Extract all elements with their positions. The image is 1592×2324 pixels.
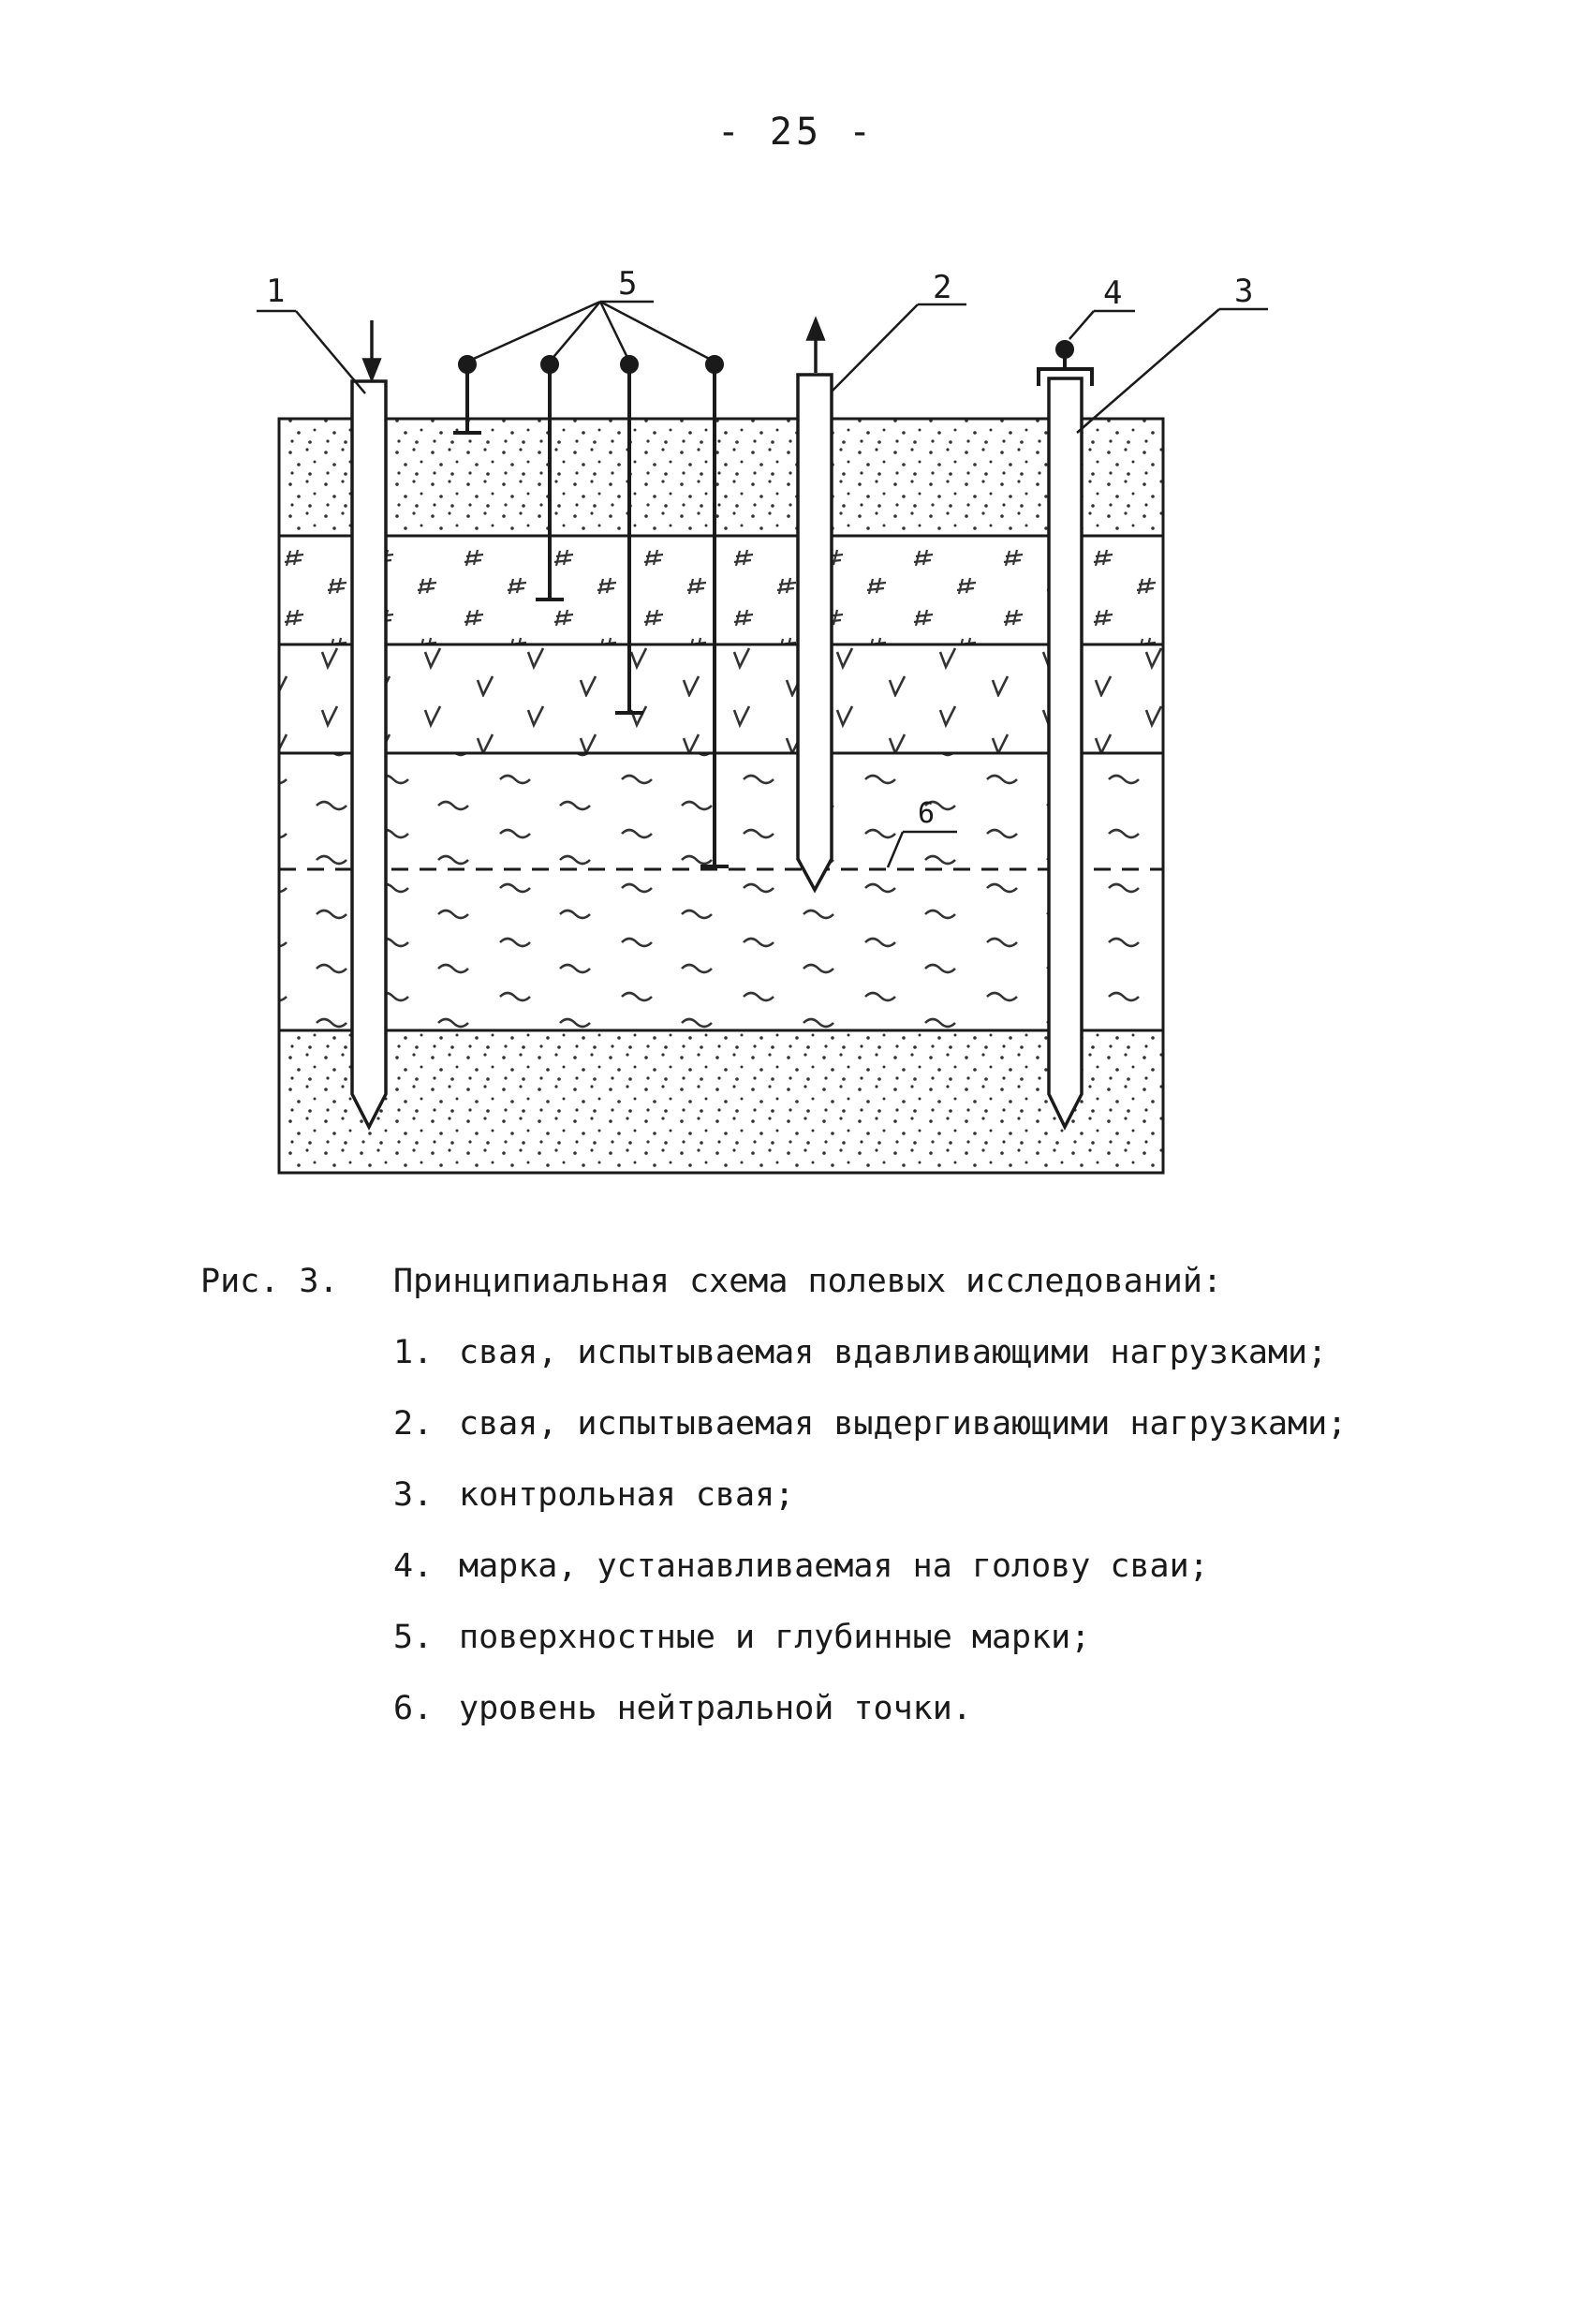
legend-item-text: уровень нейтральной точки.	[459, 1690, 972, 1727]
pile-2-pulled	[798, 375, 832, 890]
pile-3-control	[1049, 378, 1082, 1127]
legend-item	[393, 1602, 1347, 1673]
legend-item-text: свая, испытываемая выдергивающими нагрузками;	[459, 1405, 1348, 1443]
layer-sand-bottom	[279, 1030, 1163, 1173]
layer-grid	[279, 536, 1163, 644]
caption-prefix: Рис. 3.	[200, 1263, 339, 1300]
caption-title: Принципиальная схема полевых исследований:	[393, 1263, 1223, 1300]
legend-item	[393, 1317, 1347, 1388]
callout-5: 5	[618, 265, 638, 303]
soil-layers	[279, 419, 1163, 1173]
legend-item-number: 4.	[393, 1547, 434, 1585]
legend-item-text: поверхностные и глубинные марки;	[459, 1619, 1091, 1656]
legend-item-text: свая, испытываемая вдавливающими нагрузками;	[459, 1334, 1328, 1371]
arrow-down-icon	[364, 360, 379, 378]
callout-6: 6	[918, 797, 936, 830]
layer-sand-top	[279, 419, 1163, 536]
callout-2: 2	[933, 269, 952, 306]
legend-item-number: 1.	[393, 1334, 434, 1371]
layer-v	[279, 644, 1163, 753]
legend-item-number: 5.	[393, 1619, 434, 1656]
legend-item-number: 3.	[393, 1476, 434, 1514]
load-arrows	[364, 320, 823, 378]
legend-item-number: 2.	[393, 1405, 434, 1443]
legend-list	[393, 1317, 1347, 1744]
page-number: - 25 -	[716, 111, 876, 154]
legend-item	[393, 1388, 1347, 1459]
arrow-up-icon	[808, 320, 823, 339]
legend-item	[393, 1531, 1347, 1602]
legend-item-text: контрольная свая;	[459, 1476, 795, 1514]
callout-3: 3	[1234, 273, 1254, 310]
layer-wave-upper	[279, 753, 1163, 869]
pile-1-compressed	[352, 381, 386, 1127]
callout-4: 4	[1103, 274, 1123, 312]
layer-wave-lower	[279, 869, 1163, 1030]
callout-1: 1	[266, 273, 286, 310]
legend-item-number: 6.	[393, 1690, 434, 1727]
legend-item	[393, 1673, 1347, 1744]
legend-item-text: марка, устанавливаемая на голову сваи;	[459, 1547, 1209, 1585]
legend-item	[393, 1459, 1347, 1531]
